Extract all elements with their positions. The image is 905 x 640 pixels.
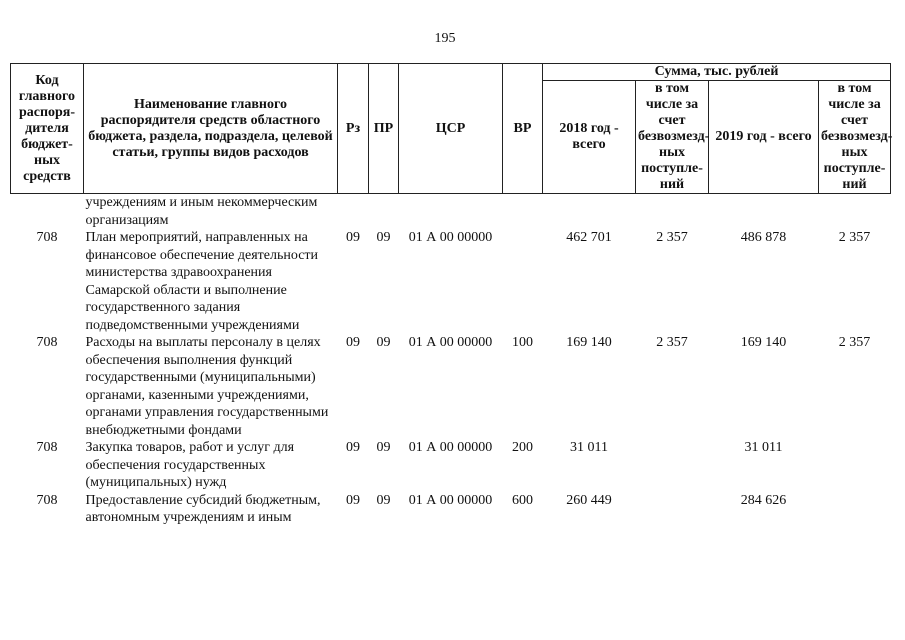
cell-csr: 01 А 00 00000 <box>408 440 493 455</box>
cell-2019-total: 169 140 <box>740 335 787 350</box>
table-row <box>11 439 891 492</box>
cell-2019-gratis: 2 357 <box>838 230 871 245</box>
header-rz: Рз <box>338 64 369 194</box>
cell-code: 708 <box>36 440 58 455</box>
cell-vr: 200 <box>512 440 533 455</box>
table-header <box>11 64 891 194</box>
cell-2019-gratis: 2 357 <box>838 335 871 350</box>
cell-pr: 09 <box>376 440 391 455</box>
header-2018-total: 2018 год - всего <box>543 81 636 194</box>
cell-rz: 09 <box>346 440 360 455</box>
header-name: Наименование главного распорядителя средств областного бюджета, раздела, подраздела, целевой статьи, группы видов расходов <box>84 64 338 194</box>
cell-rz: 09 <box>346 492 360 508</box>
cell-pr: 09 <box>376 335 391 350</box>
table-row <box>11 229 891 334</box>
cell-name: План мероприятий, направленных на финансовое обеспечение деятельности министерства здравоохранения Самарской области и выполнение государственного задания подведомственными учреждениями <box>85 230 319 333</box>
header-sum-group: Сумма, тыс. рублей <box>543 64 891 81</box>
cell-name: Предоставление субсидий бюджетным, автономным учреждениям и иным <box>85 492 321 525</box>
table-row <box>11 334 891 439</box>
table-body <box>11 194 891 527</box>
cell-2018-total: 462 701 <box>566 230 612 245</box>
cell-2019-total: 284 626 <box>740 492 787 508</box>
cell-2018-total: 260 449 <box>566 492 612 508</box>
cell-2018-total: 169 140 <box>566 335 612 350</box>
cell-code: 708 <box>36 230 58 245</box>
cell-2019-total: 31 011 <box>744 440 783 455</box>
header-2019-gratis: в том числе за счет безвозмезд-ных поступле-ний <box>819 81 891 194</box>
cell-rz: 09 <box>346 230 360 245</box>
cell-2018-gratis: 2 357 <box>656 230 688 245</box>
cell-2018-gratis <box>636 439 709 492</box>
budget-table <box>10 63 891 527</box>
header-vr: ВР <box>503 64 543 194</box>
cell-pr: 09 <box>376 492 391 508</box>
cell-2019-total: 486 878 <box>740 230 787 245</box>
cell-csr: 01 А 00 00000 <box>408 230 493 245</box>
header-csr: ЦСР <box>399 64 503 194</box>
continuation-row <box>11 194 891 230</box>
continuation-text: учреждениям и иным некоммерческим организациям <box>85 195 318 228</box>
cell-2019-gratis <box>819 439 891 492</box>
cell-vr: 600 <box>512 492 533 508</box>
cell-2018-gratis <box>636 492 709 527</box>
cell-code: 708 <box>36 335 58 350</box>
cell-vr: 100 <box>512 335 533 350</box>
cell-name: Расходы на выплаты персоналу в целях обеспечения выполнения функций государственными (муниципальными) органами, казенными учреждениями, органами управления государственными внебюджетными фондами <box>85 335 329 438</box>
cell-name: Закупка товаров, работ и услуг для обеспечения государственных (муниципальных) нужд <box>85 440 295 490</box>
header-2019-total: 2019 год - всего <box>709 81 819 194</box>
cell-2018-total: 31 011 <box>570 440 608 455</box>
page-number: 195 <box>434 31 456 46</box>
cell-vr <box>503 229 543 334</box>
cell-2018-gratis: 2 357 <box>656 335 688 350</box>
cell-2019-gratis <box>819 492 891 527</box>
header-2018-gratis: в том числе за счет безвозмезд-ных поступле-ний <box>636 81 709 194</box>
cell-csr: 01 А 00 00000 <box>408 492 493 508</box>
cell-csr: 01 А 00 00000 <box>408 335 493 350</box>
table-row <box>11 492 891 527</box>
header-code: Код главного распоря-дителя бюджет-ных средств <box>11 64 84 194</box>
cell-pr: 09 <box>376 230 391 245</box>
cell-rz: 09 <box>346 335 360 350</box>
cell-code: 708 <box>36 492 58 508</box>
header-pr: ПР <box>369 64 399 194</box>
